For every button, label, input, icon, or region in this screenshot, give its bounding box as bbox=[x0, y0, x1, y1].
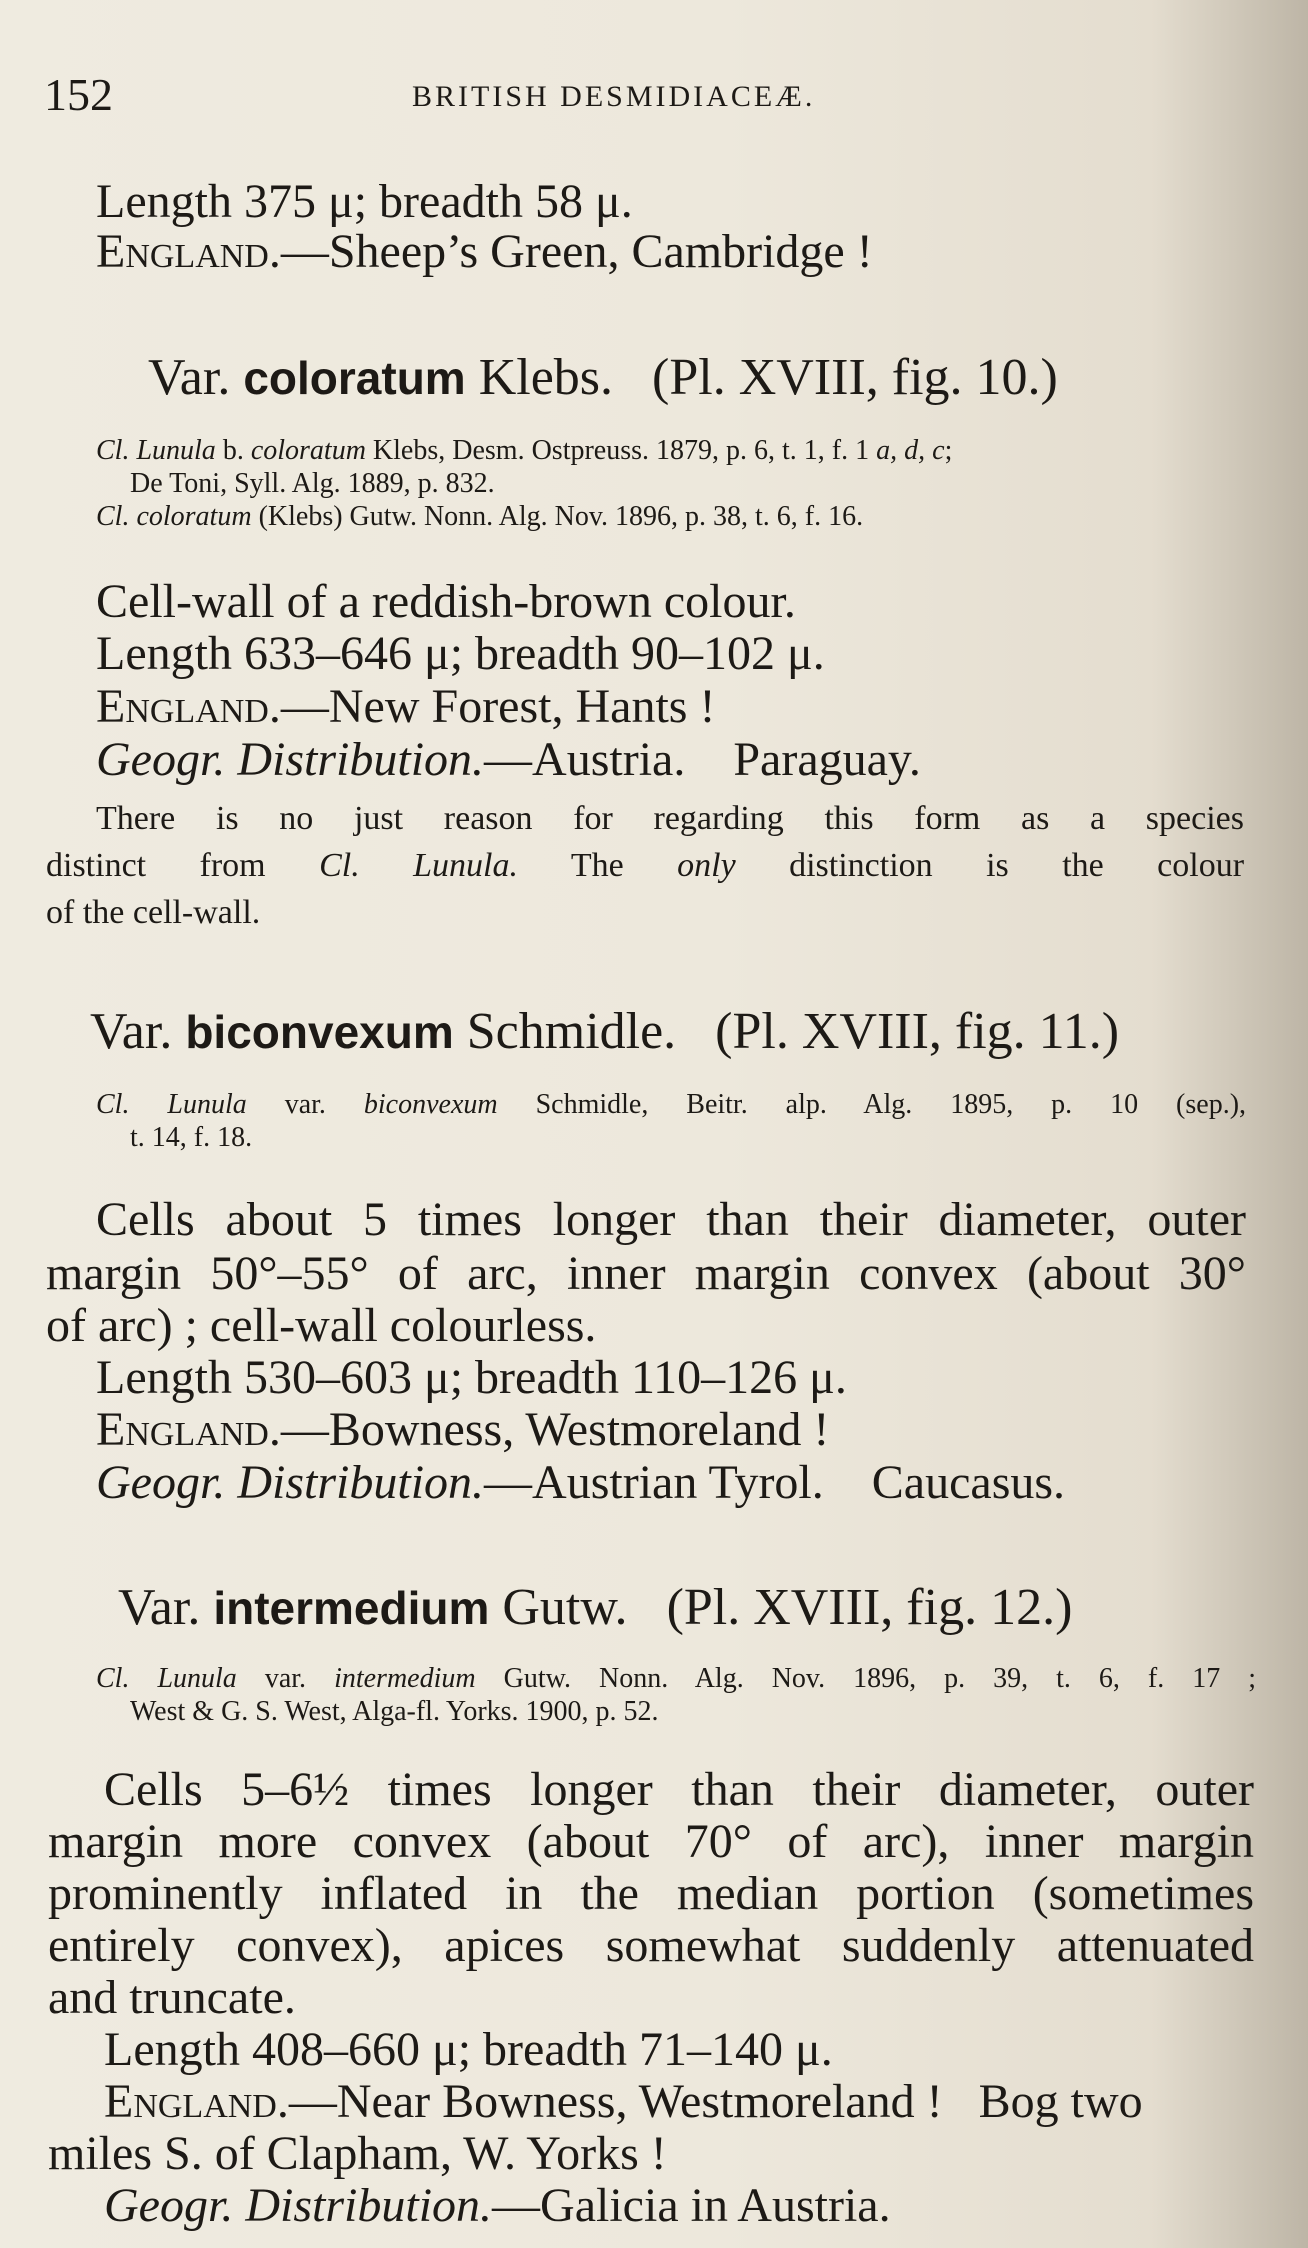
distribution-label: Geogr. Distribution. bbox=[96, 733, 485, 786]
measurements-top: Length 375 μ; breadth 58 μ. bbox=[96, 175, 633, 228]
description-line-1: Cells about 5 times longer than their diameter, outer bbox=[96, 1193, 1246, 1246]
taxon-name: Cl. Lunula bbox=[96, 1089, 247, 1120]
distribution bbox=[104, 2179, 891, 2232]
taxon-name: biconvexum bbox=[363, 1089, 498, 1120]
locality-text: —New Forest, Hants ! bbox=[280, 680, 716, 733]
variety-author: Gutw. bbox=[502, 1579, 628, 1636]
note-text: distinction is the colour bbox=[789, 847, 1245, 884]
ref-figures: a, d, c bbox=[876, 435, 945, 466]
var-label: Var. bbox=[90, 1003, 173, 1060]
region-label: England. bbox=[104, 2075, 289, 2128]
variety-name: coloratum bbox=[243, 352, 466, 404]
note-text: The bbox=[570, 847, 624, 884]
page-number: 152 bbox=[44, 69, 113, 120]
measurements: Length 530–603 μ; breadth 110–126 μ. bbox=[96, 1351, 847, 1404]
heading-coloratum bbox=[148, 349, 1058, 406]
heading-biconvexum bbox=[90, 1003, 1120, 1060]
ref-text: Schmidle, Beitr. alp. Alg. 1895, p. 10 (sep.), bbox=[535, 1089, 1247, 1120]
distribution-text: —Austrian Tyrol. Caucasus. bbox=[484, 1456, 1066, 1509]
description: Cell-wall of a reddish-brown colour. bbox=[96, 575, 796, 628]
locality bbox=[96, 680, 716, 733]
synonymy-line-1 bbox=[96, 1091, 1246, 1119]
note-line-3: of the cell-wall. bbox=[46, 894, 261, 931]
distribution bbox=[96, 733, 921, 786]
taxon-name: coloratum bbox=[250, 435, 366, 466]
locality-line-2: miles S. of Clapham, W. Yorks ! bbox=[48, 2127, 667, 2180]
taxon-name: Cl. Lunula. bbox=[319, 847, 518, 884]
ref-text: ; bbox=[944, 435, 953, 466]
description-line-2: margin 50°–55° of arc, inner margin convex (about 30° bbox=[46, 1247, 1246, 1300]
measurements: Length 633–646 μ; breadth 90–102 μ. bbox=[96, 627, 825, 680]
description-line-4: entirely convex), apices somewhat suddenly attenuated bbox=[48, 1919, 1254, 1972]
locality-text: —Near Bowness, Westmoreland ! Bog two bbox=[288, 2075, 1143, 2128]
synonymy-line-2: t. 14, f. 18. bbox=[130, 1122, 253, 1153]
locality-text: —Sheep’s Green, Cambridge ! bbox=[280, 225, 873, 278]
region-label: England. bbox=[96, 225, 281, 278]
ref-text: var. bbox=[284, 1089, 326, 1120]
description-line-3: of arc) ; cell-wall colourless. bbox=[46, 1299, 597, 1352]
distribution-label: Geogr. Distribution. bbox=[104, 2179, 493, 2232]
note-line-1: There is no just reason for regarding this form as a species bbox=[96, 800, 1244, 837]
locality-text: —Bowness, Westmoreland ! bbox=[280, 1403, 830, 1456]
description-line-1: Cells 5–6½ times longer than their diameter, outer bbox=[104, 1763, 1254, 1816]
variety-name: biconvexum bbox=[185, 1006, 454, 1058]
note-line-2 bbox=[46, 849, 1244, 883]
plate-reference: (Pl. XVIII, fig. 10.) bbox=[652, 349, 1058, 406]
locality-line-1 bbox=[104, 2075, 1143, 2128]
ref-text: (Klebs) Gutw. Nonn. Alg. Nov. 1896, p. 38, t. 6, f. 16. bbox=[258, 501, 864, 532]
description-line-5: and truncate. bbox=[48, 1971, 296, 2024]
distribution bbox=[96, 1456, 1066, 1509]
heading-intermedium bbox=[118, 1579, 1073, 1636]
emphasis: only bbox=[677, 847, 736, 884]
description-line-2: margin more convex (about 70° of arc), inner margin bbox=[48, 1815, 1254, 1868]
ref-text: b. bbox=[222, 435, 244, 466]
variety-author: Schmidle. bbox=[466, 1003, 677, 1060]
locality bbox=[96, 1403, 830, 1456]
taxon-name: intermedium bbox=[334, 1663, 476, 1694]
synonymy-line-1 bbox=[96, 1665, 1256, 1693]
var-label: Var. bbox=[148, 349, 231, 406]
note-text: distinct from bbox=[46, 847, 266, 884]
var-label: Var. bbox=[118, 1579, 201, 1636]
synonymy-line-3 bbox=[96, 503, 863, 531]
running-title: BRITISH DESMIDIACEÆ. bbox=[412, 80, 816, 113]
description-line-3: prominently inflated in the median portion (sometimes bbox=[48, 1867, 1254, 1920]
synonymy-line-1 bbox=[96, 437, 952, 465]
synonymy-line-2: De Toni, Syll. Alg. 1889, p. 832. bbox=[130, 468, 495, 499]
region-label: England. bbox=[96, 1403, 281, 1456]
variety-name: intermedium bbox=[213, 1582, 490, 1634]
measurements: Length 408–660 μ; breadth 71–140 μ. bbox=[104, 2023, 833, 2076]
locality-top bbox=[96, 225, 873, 278]
plate-reference: (Pl. XVIII, fig. 11.) bbox=[715, 1003, 1120, 1060]
variety-author: Klebs. bbox=[478, 349, 614, 406]
ref-text: var. bbox=[264, 1663, 307, 1694]
ref-text: Gutw. Nonn. Alg. Nov. 1896, p. 39, t. 6, f. 17 ; bbox=[503, 1663, 1257, 1694]
taxon-name: Cl. Lunula bbox=[96, 1663, 237, 1694]
taxon-name: Cl. Lunula bbox=[96, 435, 216, 466]
ref-text: Klebs, Desm. Ostpreuss. 1879, p. 6, t. 1, f. 1 bbox=[372, 435, 870, 466]
distribution-text: —Austria. Paraguay. bbox=[484, 733, 921, 786]
synonymy-line-2: West & G. S. West, Alga-fl. Yorks. 1900, p. 52. bbox=[130, 1696, 659, 1727]
distribution-label: Geogr. Distribution. bbox=[96, 1456, 485, 1509]
taxon-name: Cl. coloratum bbox=[96, 501, 252, 532]
region-label: England. bbox=[96, 680, 281, 733]
distribution-text: —Galicia in Austria. bbox=[492, 2179, 891, 2232]
plate-reference: (Pl. XVIII, fig. 12.) bbox=[666, 1579, 1073, 1636]
